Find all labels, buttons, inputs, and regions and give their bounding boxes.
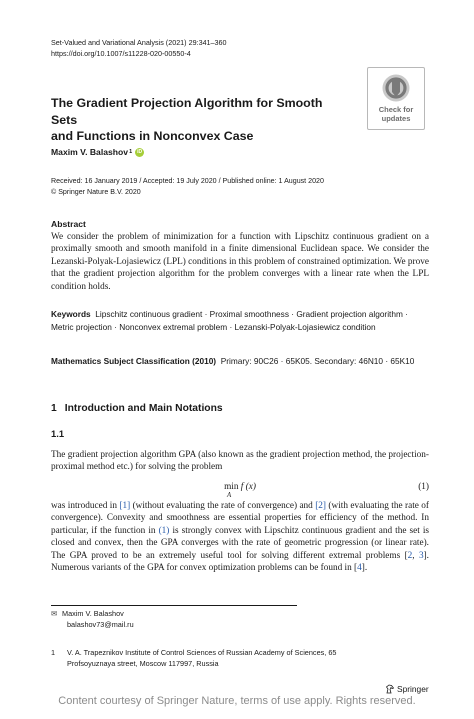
courtesy-watermark: Content courtesy of Springer Nature, terms of use apply. Rights reserved. <box>58 695 416 707</box>
citation-link[interactable]: 2 <box>407 550 413 561</box>
keywords <box>51 308 429 333</box>
section-number: 1 <box>51 403 57 414</box>
publication-dates <box>51 176 324 197</box>
citation-link[interactable]: 4 <box>357 563 362 574</box>
keywords-list: Lipschitz continuous gradient · Proximal smoothness · Gradient projection algorithm · Metric projection · Nonconvex extremal problem · Lezanski-Polyak-Lojasiewicz condition <box>51 309 408 332</box>
msc-classification <box>51 355 429 368</box>
keywords-label: Keywords <box>51 309 91 319</box>
badge-label: Check for updates <box>378 105 414 123</box>
affiliation-number: 1 <box>51 648 56 657</box>
author-line <box>51 147 144 157</box>
body-paragraph-2: was introduced in [1] (without evaluating the rate of convergence) and [2] (with evaluating the rate of convergence). Convexity and smoothness are essential properties for efficiency of the method. In particular, if the function in (1) is strongly convex with Lipschitz continuous gradient and the set is closed and convex, then the GPA converges with the rate of geometric progression (or linear rate). The GPA proved to be an extremely useful tool for solving different extremal problems [2, 3]. Numerous variants of the GPA for convex optimization problems can be found in [4]. <box>51 501 429 574</box>
equation-number: (1) <box>418 482 429 492</box>
copyright: © Springer Nature B.V. 2020 <box>51 187 141 196</box>
msc-codes: Primary: 90C26 · 65K05. Secondary: 46N10 · 65K10 <box>220 356 415 366</box>
author-name[interactable]: Maxim V. Balashov <box>51 147 129 157</box>
publisher-name: Springer <box>397 684 429 694</box>
affiliation <box>51 648 381 669</box>
affiliation-text: V. A. Trapeznikov Institute of Control Sciences of Russian Academy of Sciences, 65 Profsoyuznaya street, Moscow 117997, Russia <box>67 648 337 668</box>
history-dates: Received: 16 January 2019 / Accepted: 19 July 2020 / Published online: 1 August 2020 <box>51 177 324 185</box>
abstract-text: We consider the problem of minimization for a function with Lipschitz continuous gradient on a proximally smooth and smooth manifold in a finite dimensional Euclidean space. We consider the Lezanski-Polyak-Lojasiewicz (LPL) conditions in this problem of constrained optimization. We prove that the gradient projection algorithm for the problem converges with a linear rate when the LPL condition holds. <box>51 232 429 292</box>
equation-body <box>51 482 429 492</box>
equation-operator: min <box>224 482 239 492</box>
footnote-divider <box>51 605 297 606</box>
equation-1 <box>51 482 429 500</box>
abstract-heading: Abstract <box>51 219 86 229</box>
journal-header <box>51 37 227 59</box>
envelope-icon: ✉ <box>51 609 58 618</box>
equation-subscript: A <box>227 492 232 499</box>
section-heading <box>51 403 223 414</box>
doi-link[interactable]: https://doi.org/10.1007/s11228-020-00550-4 <box>51 49 191 58</box>
equation-ref-link[interactable]: (1) <box>158 525 170 536</box>
equation-expression: f (x) <box>240 482 256 492</box>
section-title: Introduction and Main Notations <box>64 403 223 414</box>
springer-horse-icon <box>385 684 395 694</box>
springer-logo <box>385 684 429 694</box>
subsection-heading: 1.1 <box>51 428 65 439</box>
corresponding-author <box>51 609 134 630</box>
journal-citation: Set-Valued and Variational Analysis (2021) 29:341–360 <box>51 38 227 47</box>
citation-link[interactable]: [1] <box>119 501 131 511</box>
check-for-updates-badge[interactable] <box>367 67 425 130</box>
orcid-icon[interactable]: iD <box>137 148 143 155</box>
contact-email[interactable]: balashov73@mail.ru <box>67 619 134 629</box>
msc-label: Mathematics Subject Classification (2010) <box>51 356 217 366</box>
citation-link[interactable]: [2] <box>315 501 327 511</box>
author-affiliation-marker: 1 <box>129 149 133 155</box>
citation-link[interactable]: 3 <box>418 550 424 561</box>
crossmark-icon <box>381 73 411 103</box>
contact-name: Maxim V. Balashov <box>62 609 124 618</box>
article-title: The Gradient Projection Algorithm for Smooth Sets and Functions in Nonconvex Case <box>51 96 323 143</box>
body-paragraph-1: The gradient projection algorithm GPA (also known as the gradient projection method, the projection-proximal method etc.) for solving the problem <box>51 450 429 473</box>
